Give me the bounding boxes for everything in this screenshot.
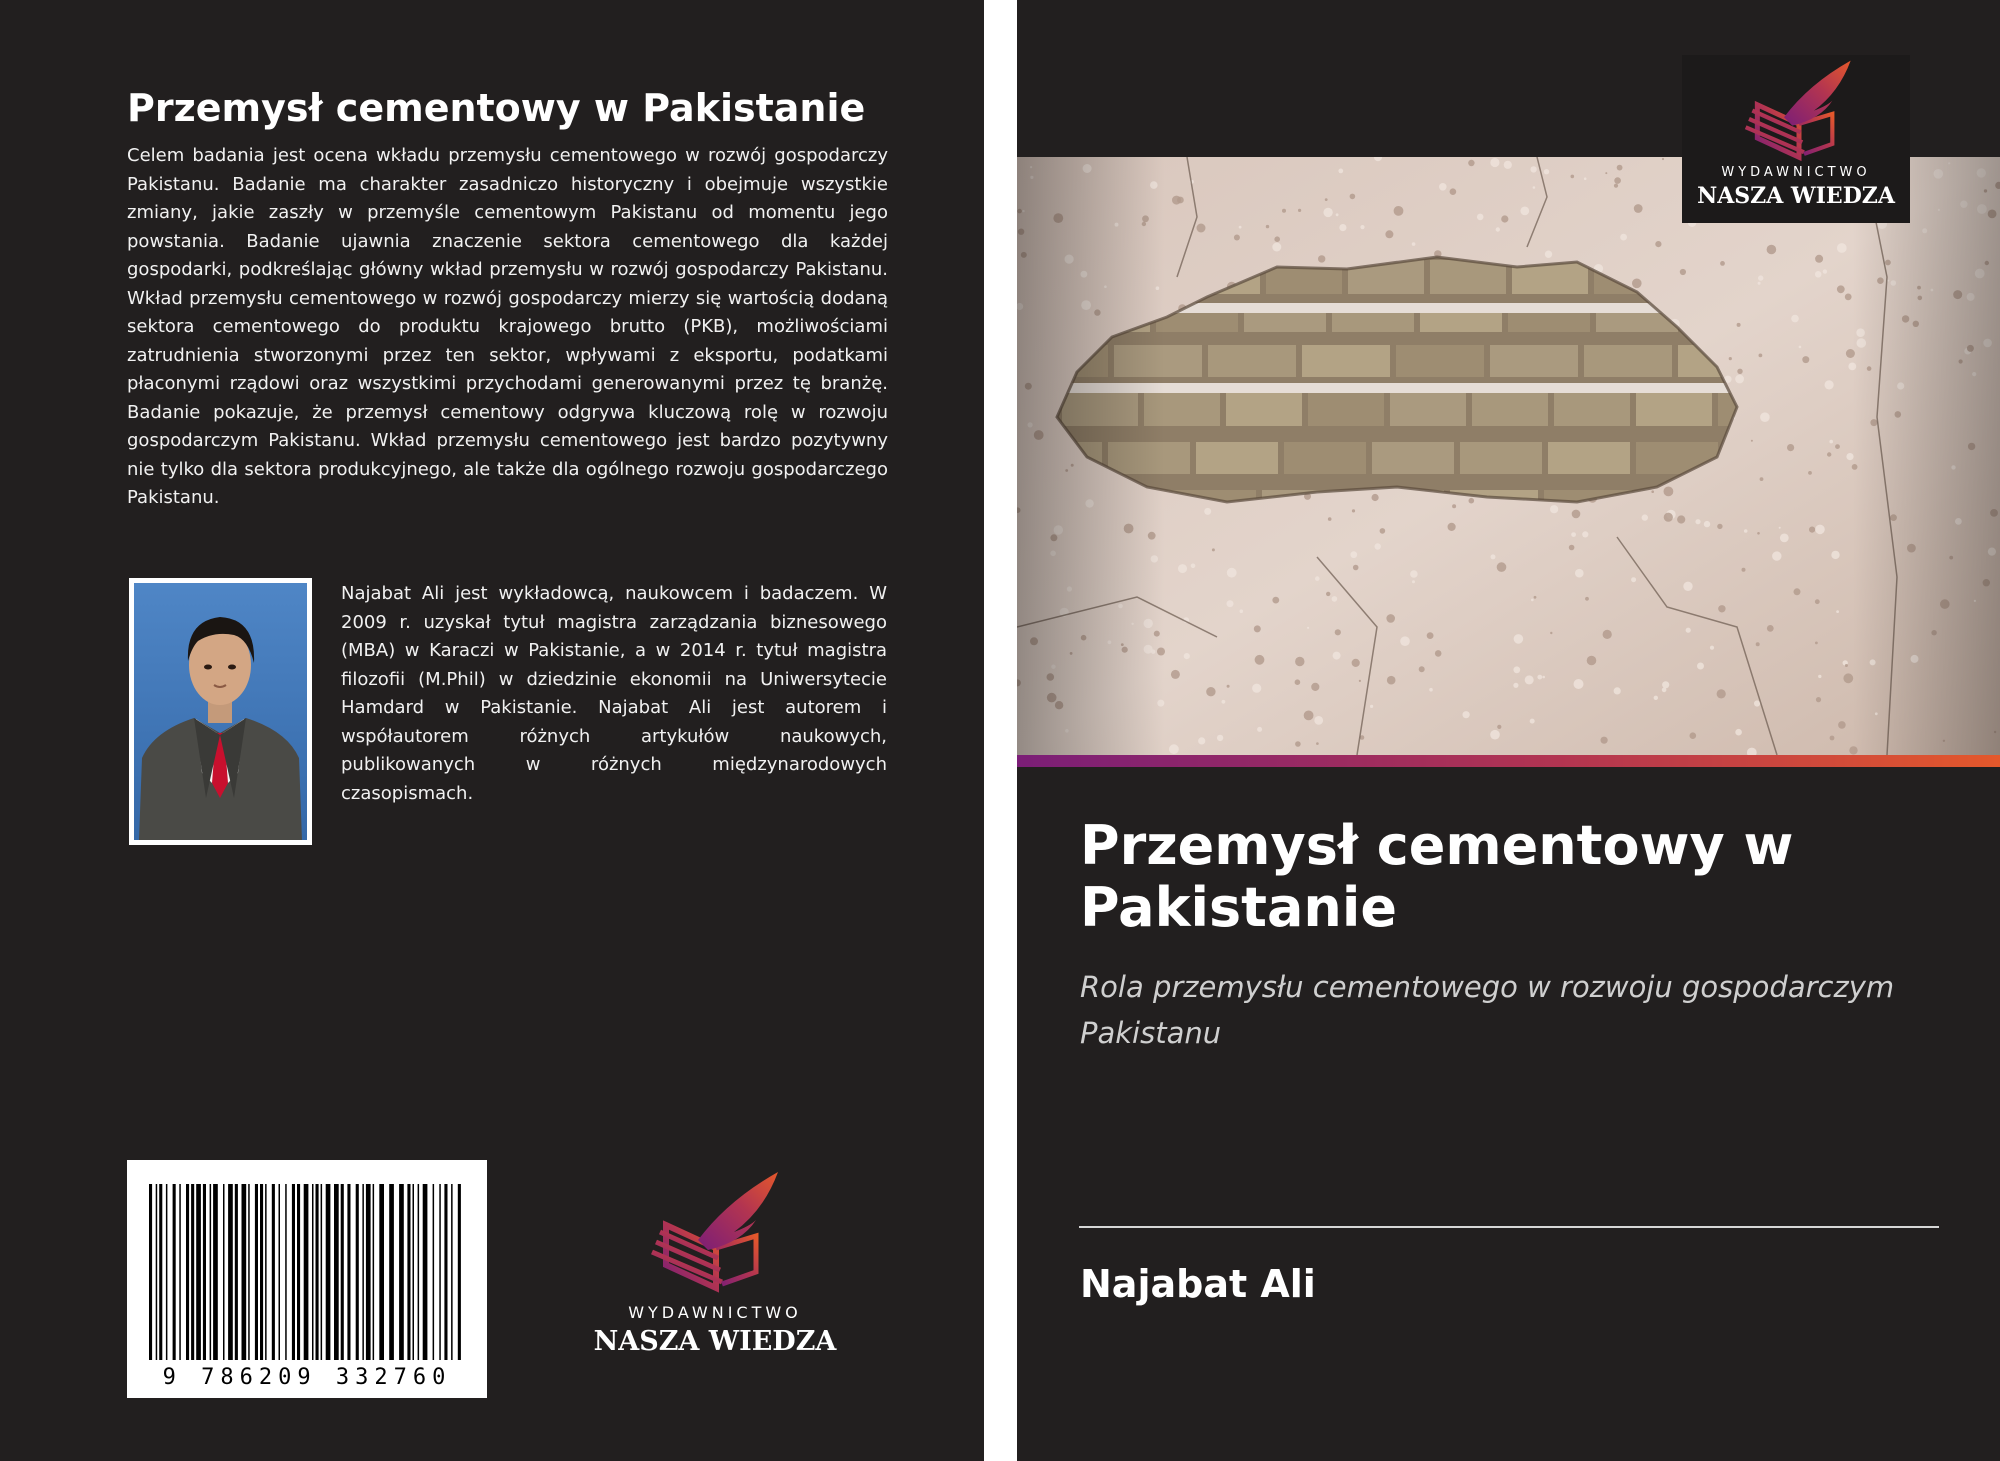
barcode-bar xyxy=(242,1184,247,1360)
front-cover-title: Przemysł cementowy w Pakistanie xyxy=(1080,814,1794,939)
barcode-bar xyxy=(235,1184,238,1360)
barcode-bar xyxy=(255,1184,258,1360)
barcode-bar xyxy=(228,1184,233,1360)
barcode-bar xyxy=(265,1184,267,1360)
barcode-bar xyxy=(260,1184,263,1360)
front-cover-author: Najabat Ali xyxy=(1080,1262,1316,1306)
barcode-bar xyxy=(297,1184,300,1360)
books-quill-logo-icon xyxy=(638,1170,788,1295)
barcode-bar xyxy=(279,1184,281,1360)
publisher-name-line1: WYDAWNICTWO xyxy=(1721,165,1871,180)
back-cover-description: Celem badania jest ocena wkładu przemysłu cementowego w rozwój gospodarczy Pakistanu. Badanie ma charakter zasadniczo historyczny i obejmuje wszystkie zmiany, jakie zaszły w przemyśle cementowym Pakistanu od momentu jego powstania. Badanie ujawnia znaczenie sektora cementowego dla każdej gospodarki, podkreślając główny wkład przemysłu w rozwój gospodarczy Pakistanu. Wkład przemysłu cementowego w rozwój gospodarczy mierzy się wartością dodaną sektora cementowego do produktu krajowego brutto (PKB), możliwościami zatrudnienia stworzonymi przez ten sektor, wpływami z eksportu, podatkami płaconymi rządowi oraz wszystkimi przychodami generowanymi przez tę branżę. Badanie pokazuje, że przemysł cementowy odgrywa kluczową rolę w rozwoju gospodarczym Pakistanu. Wkład przemysłu cementowego jest bardzo pozytywny nie tylko dla sektora produkcyjnego, ale także dla ogólnego rozwoju gospodarczego Pakistanu. xyxy=(127,145,888,508)
barcode-bar xyxy=(191,1184,194,1360)
back-publisher-logo xyxy=(590,1170,840,1360)
barcode-bar xyxy=(213,1184,218,1360)
barcode-bar xyxy=(203,1184,206,1360)
isbn-digits: 9 786209 332760 xyxy=(162,1365,452,1390)
barcode-bar xyxy=(166,1184,168,1360)
publisher-name-line2: NASZA WIEDZA xyxy=(593,1326,837,1357)
barcode-bar xyxy=(407,1184,410,1360)
barcode-bar xyxy=(173,1184,176,1360)
barcode-bar xyxy=(159,1184,162,1360)
barcode-bar xyxy=(316,1184,319,1360)
barcode-bar xyxy=(366,1184,371,1360)
barcode-bar xyxy=(451,1184,453,1360)
barcode-bar xyxy=(312,1184,314,1360)
barcode-bar xyxy=(196,1184,201,1360)
barcode-bar xyxy=(186,1184,189,1360)
cover-image-brick-wall xyxy=(1017,157,2000,755)
barcode-bar xyxy=(156,1184,158,1360)
front-publisher-logo xyxy=(1682,55,1910,223)
barcode-bar xyxy=(439,1184,441,1360)
barcode-bar xyxy=(413,1184,415,1360)
barcode-bar xyxy=(433,1184,435,1360)
accent-bar xyxy=(1017,755,2000,767)
back-cover-title: Przemysł cementowy w Pakistanie xyxy=(127,86,866,130)
author-bio: Najabat Ali jest wykładowcą, naukowcem i badaczem. W 2009 r. uzyskał tytuł magistra zarządzania biznesowego (MBA) w Karaczi w Pakistanie, a w 2014 r. tytuł magistra filozofii (M.Phil) w dziedzinie ekonomii na Uniwersytecie Hamdard w Pakistanie. Najabat Ali jest autorem i współautorem różnych artykułów naukowych, publikowanych w różnych międzynarodowych czasopismach. xyxy=(341,583,887,804)
barcode-bar xyxy=(418,1184,420,1360)
author-photo xyxy=(129,578,312,845)
back-cover xyxy=(0,0,984,1461)
barcode-bar xyxy=(149,1184,152,1360)
publisher-name-line1: WYDAWNICTWO xyxy=(628,1303,802,1322)
barcode-bar xyxy=(356,1184,359,1360)
barcode-bar xyxy=(292,1184,295,1360)
barcode-bar xyxy=(373,1184,375,1360)
divider xyxy=(1079,1226,1939,1228)
barcode-bar xyxy=(423,1184,428,1360)
barcode-bar xyxy=(379,1184,384,1360)
barcode-bar xyxy=(304,1184,309,1360)
barcode-bar xyxy=(389,1184,394,1360)
books-quill-logo-icon xyxy=(1734,55,1859,167)
barcode-bar xyxy=(326,1184,331,1360)
barcode-bar xyxy=(223,1184,225,1360)
barcode-bar xyxy=(210,1184,212,1360)
barcode-bar xyxy=(399,1184,404,1360)
barcode-bar xyxy=(362,1184,364,1360)
barcode-bar xyxy=(179,1184,181,1360)
barcode-bar xyxy=(444,1184,447,1360)
isbn-barcode xyxy=(127,1160,487,1398)
barcode-bar xyxy=(321,1184,323,1360)
barcode-bar xyxy=(248,1184,250,1360)
barcode-bar xyxy=(347,1184,350,1360)
barcode-bar xyxy=(458,1184,461,1360)
barcode-bar xyxy=(285,1184,287,1360)
barcode-bar xyxy=(341,1184,344,1360)
barcode-bar xyxy=(272,1184,275,1360)
publisher-name-line2: NASZA WIEDZA xyxy=(1697,183,1895,209)
barcode-bar xyxy=(334,1184,339,1360)
front-cover-subtitle: Rola przemysłu cementowego w rozwoju gospodarczym Pakistanu xyxy=(1080,970,1895,1050)
